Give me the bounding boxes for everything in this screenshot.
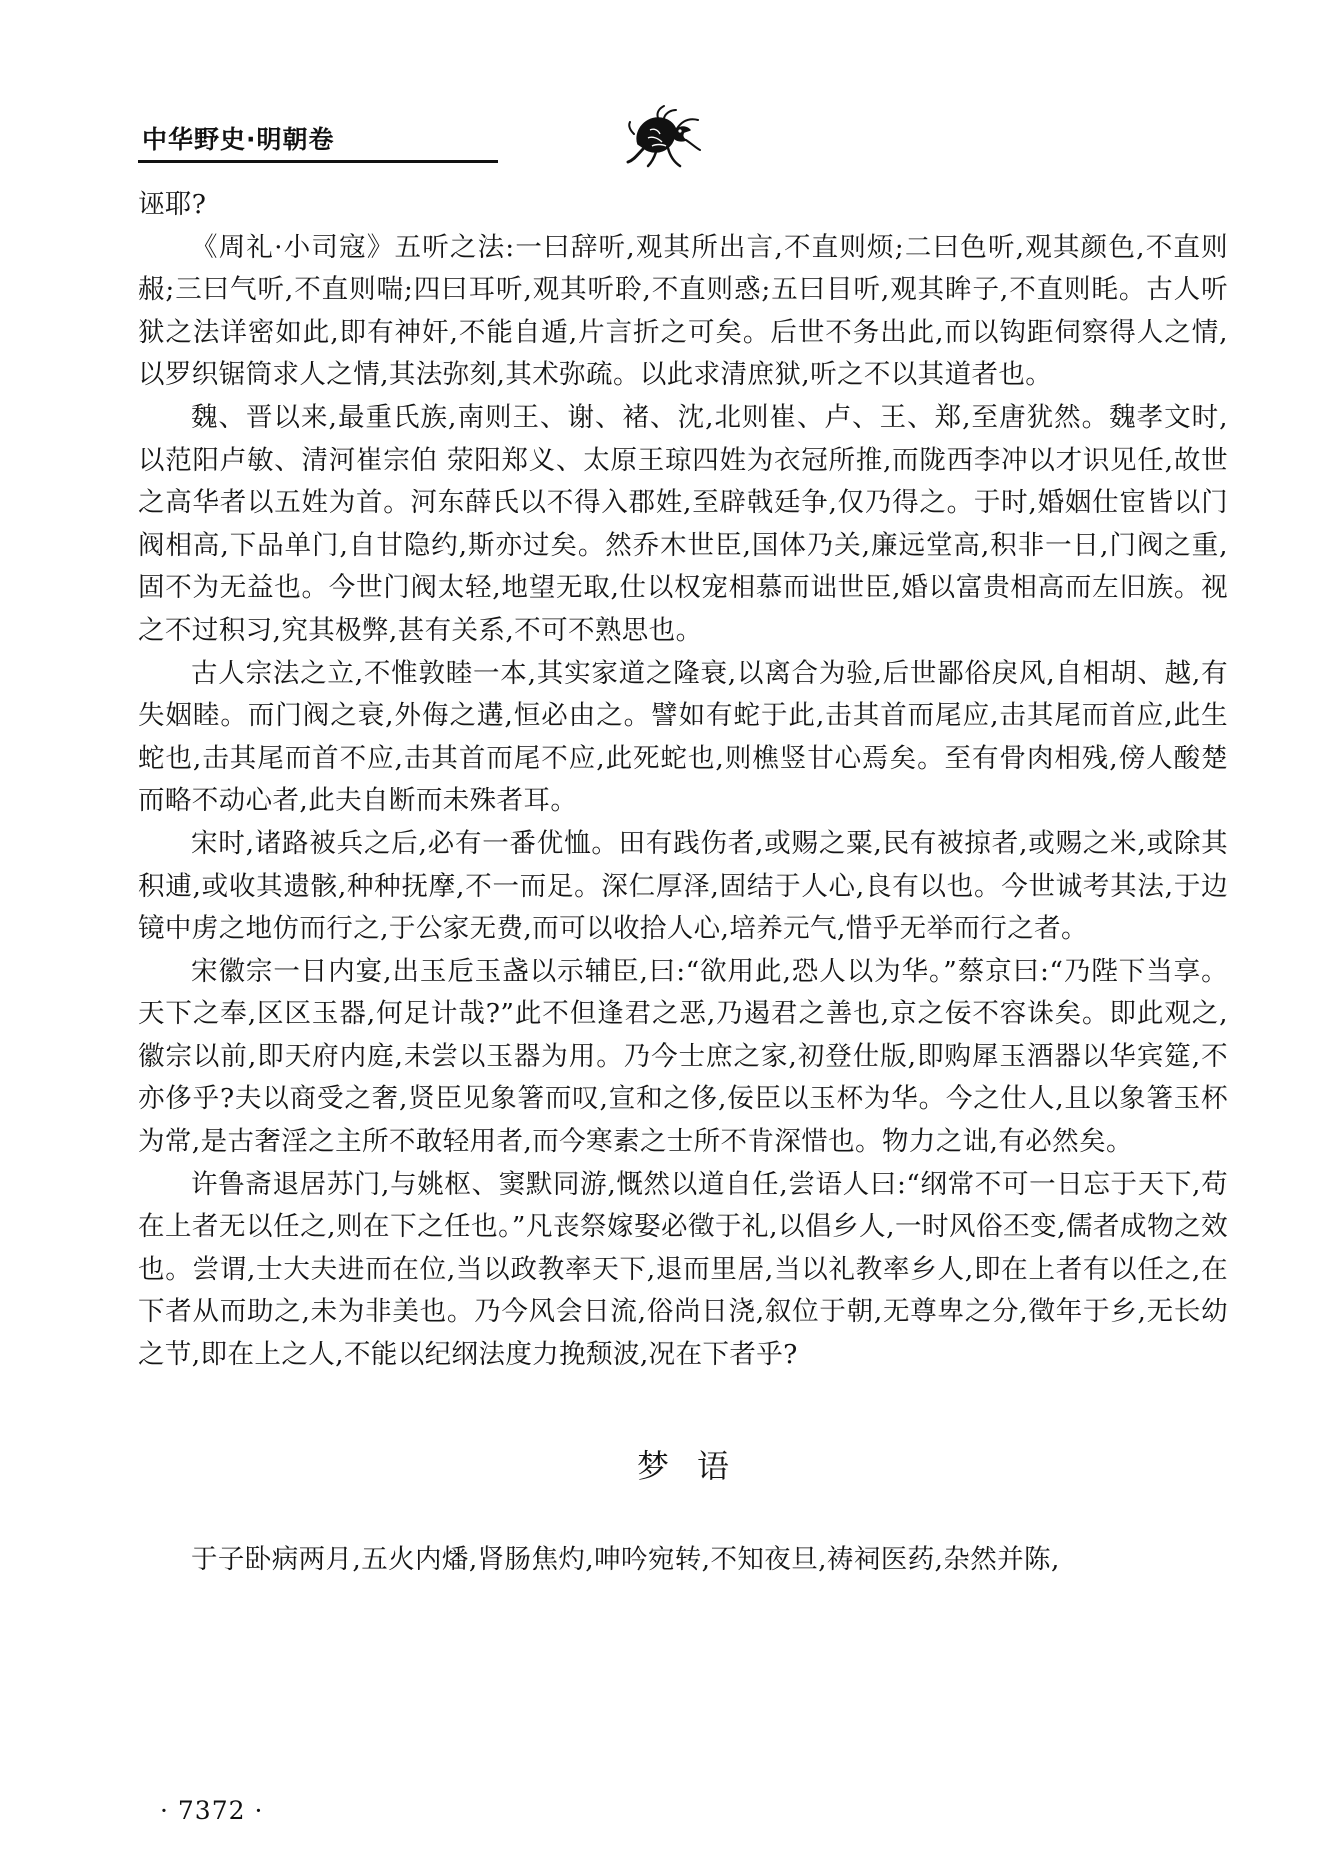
section-heading: 梦语 <box>636 1446 757 1485</box>
dragon-emblem-icon <box>624 104 704 170</box>
paragraph: 魏、晋以来,最重氏族,南则王、谢、褚、沈,北则崔、卢、王、郑,至唐犹然。魏孝文时,以范阳卢敏、清河崔宗伯 荥阳郑义、太原王琼四姓为衣冠所推,而陇西李冲以才识见任,故世之高华者以五姓为首。河东薛氏以不得入郡姓,至辟戟廷争,仅乃得之。于时,婚姻仕宦皆以门阀相高,下品单门,自甘隐约,斯亦过矣。然乔木世臣,国体乃关,廉远堂高,积非一日,门阀之重,固不为无益也。今世门阀太轻,地望无取,仕以权宠相慕而诎世臣,婚以富贵相高而左旧族。视之不过积习,究其极弊,甚有关系,不可不熟思也。 <box>138 401 1228 646</box>
paragraph: 《周礼·小司寇》五听之法:一曰辞听,观其所出言,不直则烦;二曰色听,观其颜色,不直则赧;三曰气听,不直则喘;四曰耳听,观其听聆,不直则惑;五曰目听,观其眸子,不直则眊。古人听狱之法详密如此,即有神奸,不能自遁,片言折之可矣。后世不务出此,而以钩距伺察得人之情,以罗织锯筒求人之情,其法弥刻,其术弥疏。以此求清庶狱,听之不以其道者也。 <box>138 231 1228 391</box>
page-number: · 7372 · <box>160 1796 264 1825</box>
paragraph: 许鲁斋退居苏门,与姚枢、窦默同游,慨然以道自任,尝语人曰:“纲常不可一日忘于天下,苟在上者无以任之,则在下之任也。”凡丧祭嫁娶必徵于礼,以倡乡人,一时风俗丕变,儒者成物之效也。尝谓,士大夫进而在位,当以政教率天下,退而里居,当以礼教率乡人,即在上者有以任之,在下者从而助之,未为非美也。乃今风会日流,俗尚日浇,叙位于朝,无尊卑之分,徵年于乡,无长幼之节,即在上之人,不能以纪纲法度力挽颓波,况在下者乎? <box>138 1168 1229 1371</box>
paragraph: 古人宗法之立,不惟敦睦一本,其实家道之隆衰,以离合为验,后世鄙俗戾风,自相胡、越,有失姻睦。而门阀之衰,外侮之遘,恒必由之。譬如有蛇于此,击其首而尾应,击其尾而首应,此生蛇也,击其尾而首不应,击其首而尾不应,此死蛇也,则樵竖甘心焉矣。至有骨肉相残,傍人酸楚而略不动心者,此夫自断而未殊者耳。 <box>138 657 1228 817</box>
paragraph: 宋徽宗一日内宴,出玉卮玉盏以示辅臣,曰:“欲用此,恐人以为华。”蔡京曰:“乃陛下当享。天下之奉,区区玉器,何足计哉?”此不但逢君之恶,乃遏君之善也,京之佞不容诛矣。即此观之,徽宗以前,即天府内庭,未尝以玉器为用。乃今士庶之家,初登仕版,即购犀玉酒器以华宾筵,不亦侈乎?夫以商受之奢,贤臣见象箸而叹,宣和之侈,佞臣以玉杯为华。今之仕人,且以象箸玉杯为常,是古奢淫之主所不敢轻用者,而今寒素之士所不肯深惜也。物力之诎,有必然矣。 <box>138 955 1228 1158</box>
running-title: 中华野史·明朝卷 <box>142 125 335 154</box>
paragraph: 诬耶? <box>138 189 207 220</box>
paragraph: 宋时,诸路被兵之后,必有一番优恤。田有践伤者,或赐之粟,民有被掠者,或赐之米,或除其积逋,或收其遗骸,种种抚摩,不一而足。深仁厚泽,固结于人心,良有以也。今世诚考其法,于边镜中虏之地仿而行之,于公家无费,而可以收拾人心,培养元气,惜乎无举而行之者。 <box>138 827 1228 945</box>
body-text <box>138 184 1228 1581</box>
header-rule <box>138 160 498 163</box>
paragraph: 于子卧病两月,五火内燔,肾肠焦灼,呻吟宛转,不知夜旦,祷祠医药,杂然并陈, <box>191 1543 1060 1575</box>
